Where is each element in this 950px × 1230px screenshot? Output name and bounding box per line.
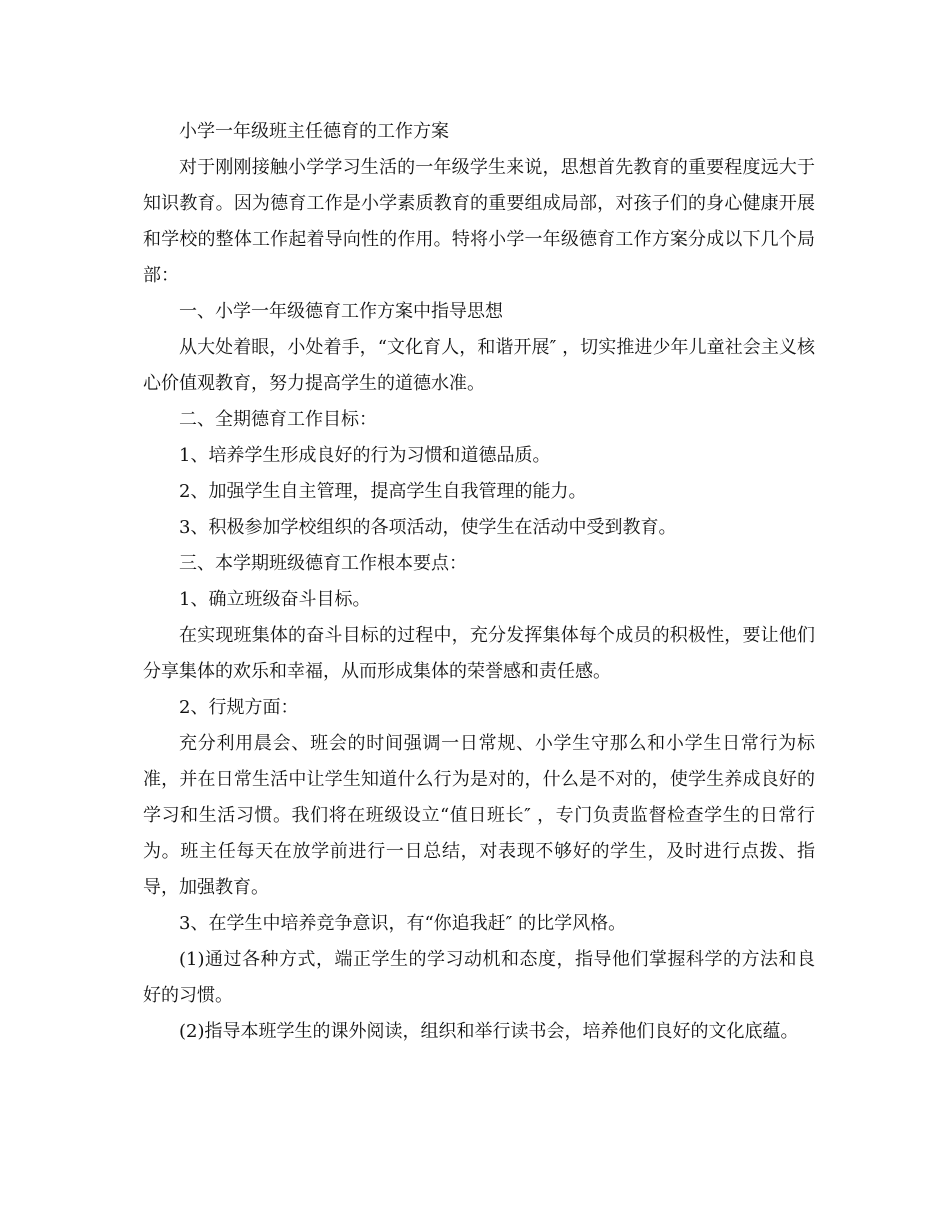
key-point-1-paragraph: 在实现班集体的奋斗目标的过程中，充分发挥集体每个成员的积极性，要让他们分享集体的欢乐和幸福，从而形成集体的荣誉感和责任感。: [143, 625, 815, 682]
document-title: 小学一年级班主任德育的工作方案: [179, 121, 449, 142]
key-point-1-heading: 1、确立班级奋斗目标。: [179, 589, 371, 610]
sub-item-2: (2)指导本班学生的课外阅读，组织和举行读书会，培养他们良好的文化底蕴。: [179, 1021, 799, 1042]
guiding-thought-paragraph: 从大处着眼，小处着手，“文化育人，和谐开展″ ，切实推进少年儿童社会主义核心价值观教育，努力提高学生的道德水准。: [143, 337, 815, 394]
key-point-2-heading: 2、行规方面：: [179, 697, 299, 718]
key-point-2-paragraph: 充分利用晨会、班会的时间强调一日常规、小学生守那么和小学生日常行为标准，并在日常生活中让学生知道什么行为是对的，什么是不对的，使学生养成良好的学习和生活习惯。我们将在班级设立“值日班长″ ，专门负责监督检查学生的日常行为。班主任每天在放学前进行一日总结，对表现不够好的学生，及时进行点拨、指导，加强教育。: [143, 733, 815, 898]
goal-item-3: 3、积极参加学校组织的各项活动，使学生在活动中受到教育。: [179, 517, 677, 538]
sub-item-1: (1)通过各种方式，端正学生的学习动机和态度，指导他们掌握科学的方法和良好的习惯。: [143, 949, 815, 1006]
section-heading-key-points: 三、本学期班级德育工作根本要点：: [179, 553, 467, 574]
intro-paragraph: 对于刚刚接触小学学习生活的一年级学生来说，思想首先教育的重要程度远大于知识教育。因为德育工作是小学素质教育的重要组成局部，对孩子们的身心健康开展和学校的整体工作起着导向性的作用。特将小学一年级德育工作方案分成以下几个局部：: [143, 157, 815, 286]
goal-item-2: 2、加强学生自主管理，提高学生自我管理的能力。: [179, 481, 587, 502]
goal-item-1: 1、培养学生形成良好的行为习惯和道德品质。: [179, 445, 551, 466]
section-heading-guiding-thought: 一、小学一年级德育工作方案中指导思想: [179, 301, 503, 322]
document-body: [143, 114, 815, 1050]
section-heading-goals: 二、全期德育工作目标：: [179, 409, 377, 430]
key-point-3-heading: 3、在学生中培养竞争意识，有“你追我赶″ 的比学风格。: [179, 913, 627, 934]
